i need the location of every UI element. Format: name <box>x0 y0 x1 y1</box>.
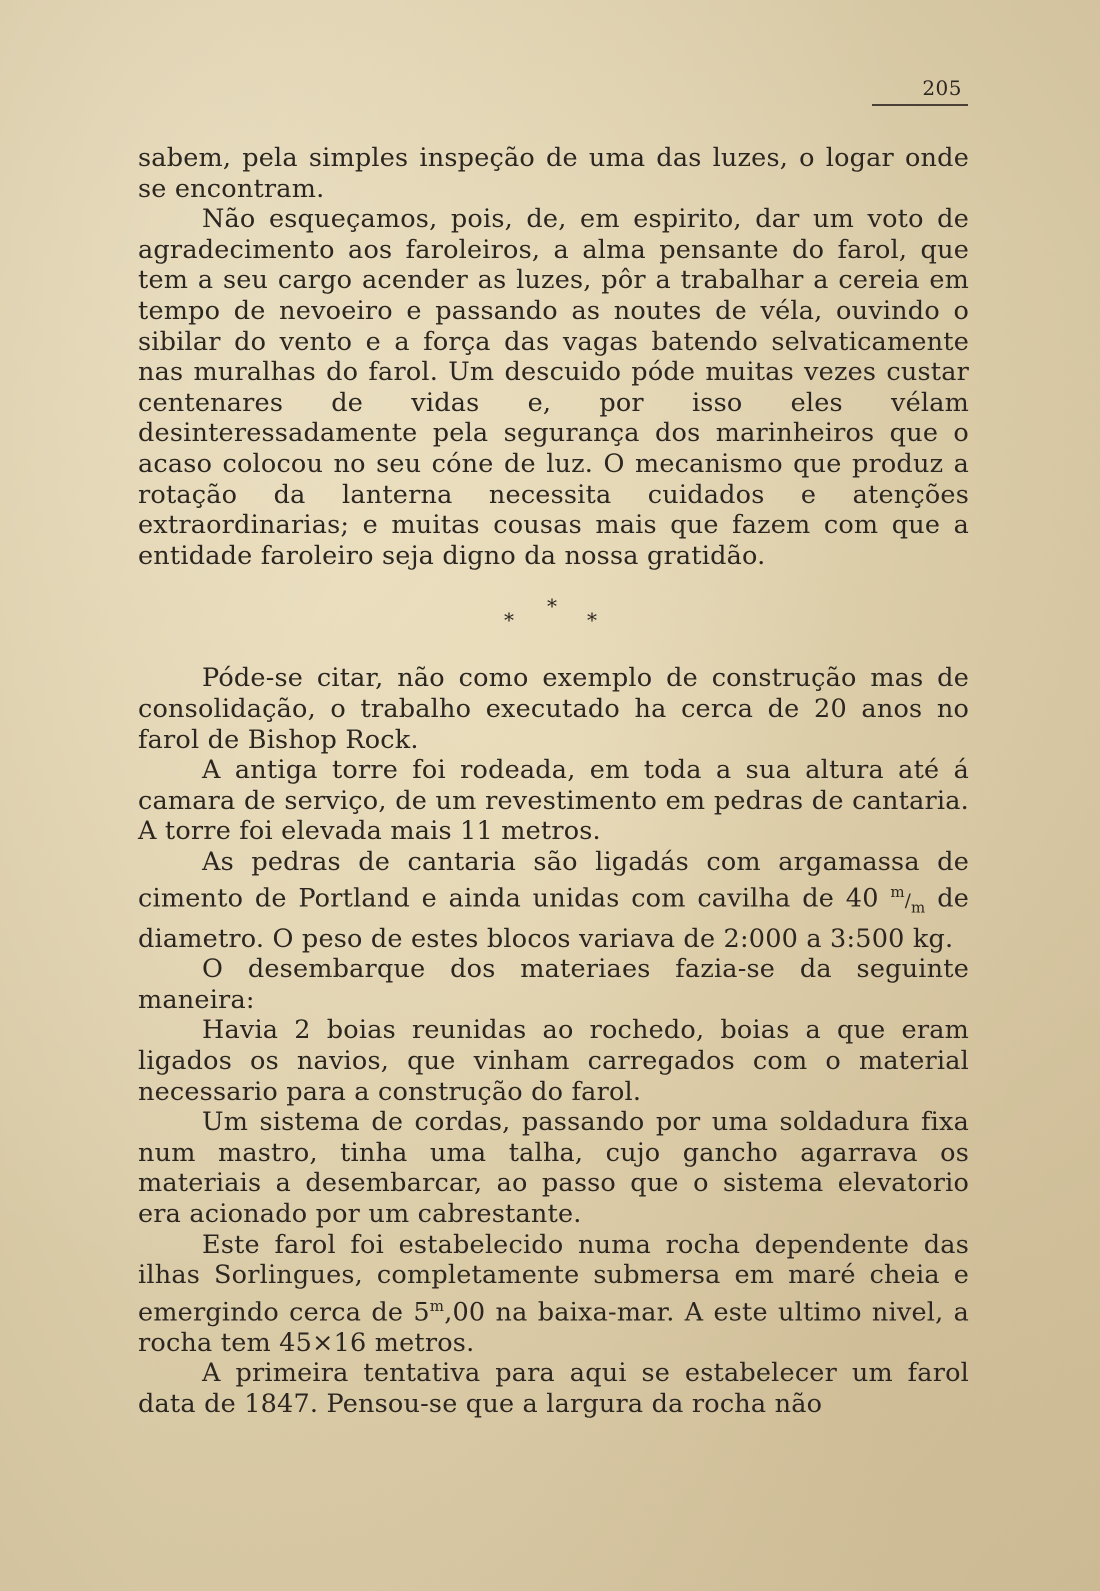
paragraph-rocha <box>138 1230 969 1359</box>
paragraph-desembarque: O desembarque dos materiaes fazia-se da seguinte maneira: <box>138 954 969 1015</box>
paragraph-continuation: sabem, pela simples inspeção de uma das luzes, o logar onde se encontram. <box>138 143 969 204</box>
asterisk-right: * <box>587 608 598 633</box>
paragraph-tentativa: A primeira tentativa para aqui se estabelecer um farol data de 1847. Pensou-se que a largura da rocha não <box>138 1358 969 1420</box>
pedras-text-b: de diametro. O peso de estes blocos variava de 2:000 a 3:500 kg. <box>138 883 970 954</box>
pedras-text-a: As pedras de cantaria são ligadás com argamassa de cimento de Portland e ainda unidas com cavilha de 40 <box>138 846 969 914</box>
paragraph-torre: A antiga torre foi rodeada, em toda a sua altura até á camara de serviço, de um revestimento em pedras de cantaria. A torre foi elevada mais 11 metros. <box>138 755 969 847</box>
metre-superscript: m <box>429 1296 445 1315</box>
paragraph-faroleiros: Não esqueçamos, pois, de, em espirito, dar um voto de agradecimento aos faroleiros, a alma pensante do farol, que tem a seu cargo acender as luzes, pôr a trabalhar a cereia em tempo de nevoeiro e passando as noutes de véla, ouvindo o sibilar do vento e a força das vagas batendo selvaticamente nas muralhas do farol. Um descuido póde muitas vezes custar centenares de vidas e, por isso eles vélam desinteressadamente pela segurança dos marinheiros que o acaso colocou no seu cóne de luz. O mecanismo que produz a rotação da lanterna necessita cuidados e atenções extraordinarias; e muitas cousas mais que fazem com que a entidade faroleiro seja digno da nossa gratidão. <box>138 204 969 571</box>
paragraph-cordas: Um sistema de cordas, passando por uma soldadura fixa num mastro, tinha uma talha, cujo gancho agarrava os materiais a desembarcar, ao passo que o sistema elevatorio era acionado por um cabrestante. <box>138 1107 969 1229</box>
paragraph-bishop-rock: Póde-se citar, não como exemplo de construção mas de consolidação, o trabalho executado ha cerca de 20 anos no farol de Bishop Rock. <box>138 663 969 755</box>
paragraph-pedras <box>138 847 969 954</box>
page-header <box>872 76 968 106</box>
header-rule <box>872 104 968 106</box>
text-body <box>138 143 969 1420</box>
section-separator <box>138 571 969 663</box>
rocha-text-b: ,00 na baixa-mar. A este ultimo nivel, a rocha tem 45×16 metros. <box>138 1297 969 1358</box>
unit-slash: / <box>904 890 912 912</box>
asterisk-top: * <box>547 594 558 619</box>
paragraph-boias: Havia 2 boias reunidas ao rochedo, boias a que eram ligados os navios, que vinham carregados com o material necessario para a construção do farol. <box>138 1015 969 1107</box>
rocha-text-a: Este farol foi estabelecido numa rocha dependente das ilhas Sorlingues, completamente submersa em maré cheia e emergindo cerca de 5 <box>138 1229 969 1328</box>
page-number: 205 <box>922 76 962 100</box>
unit-superscript: m <box>890 883 905 902</box>
asterisk-left: * <box>504 608 515 633</box>
unit-subscript: m <box>911 899 926 918</box>
